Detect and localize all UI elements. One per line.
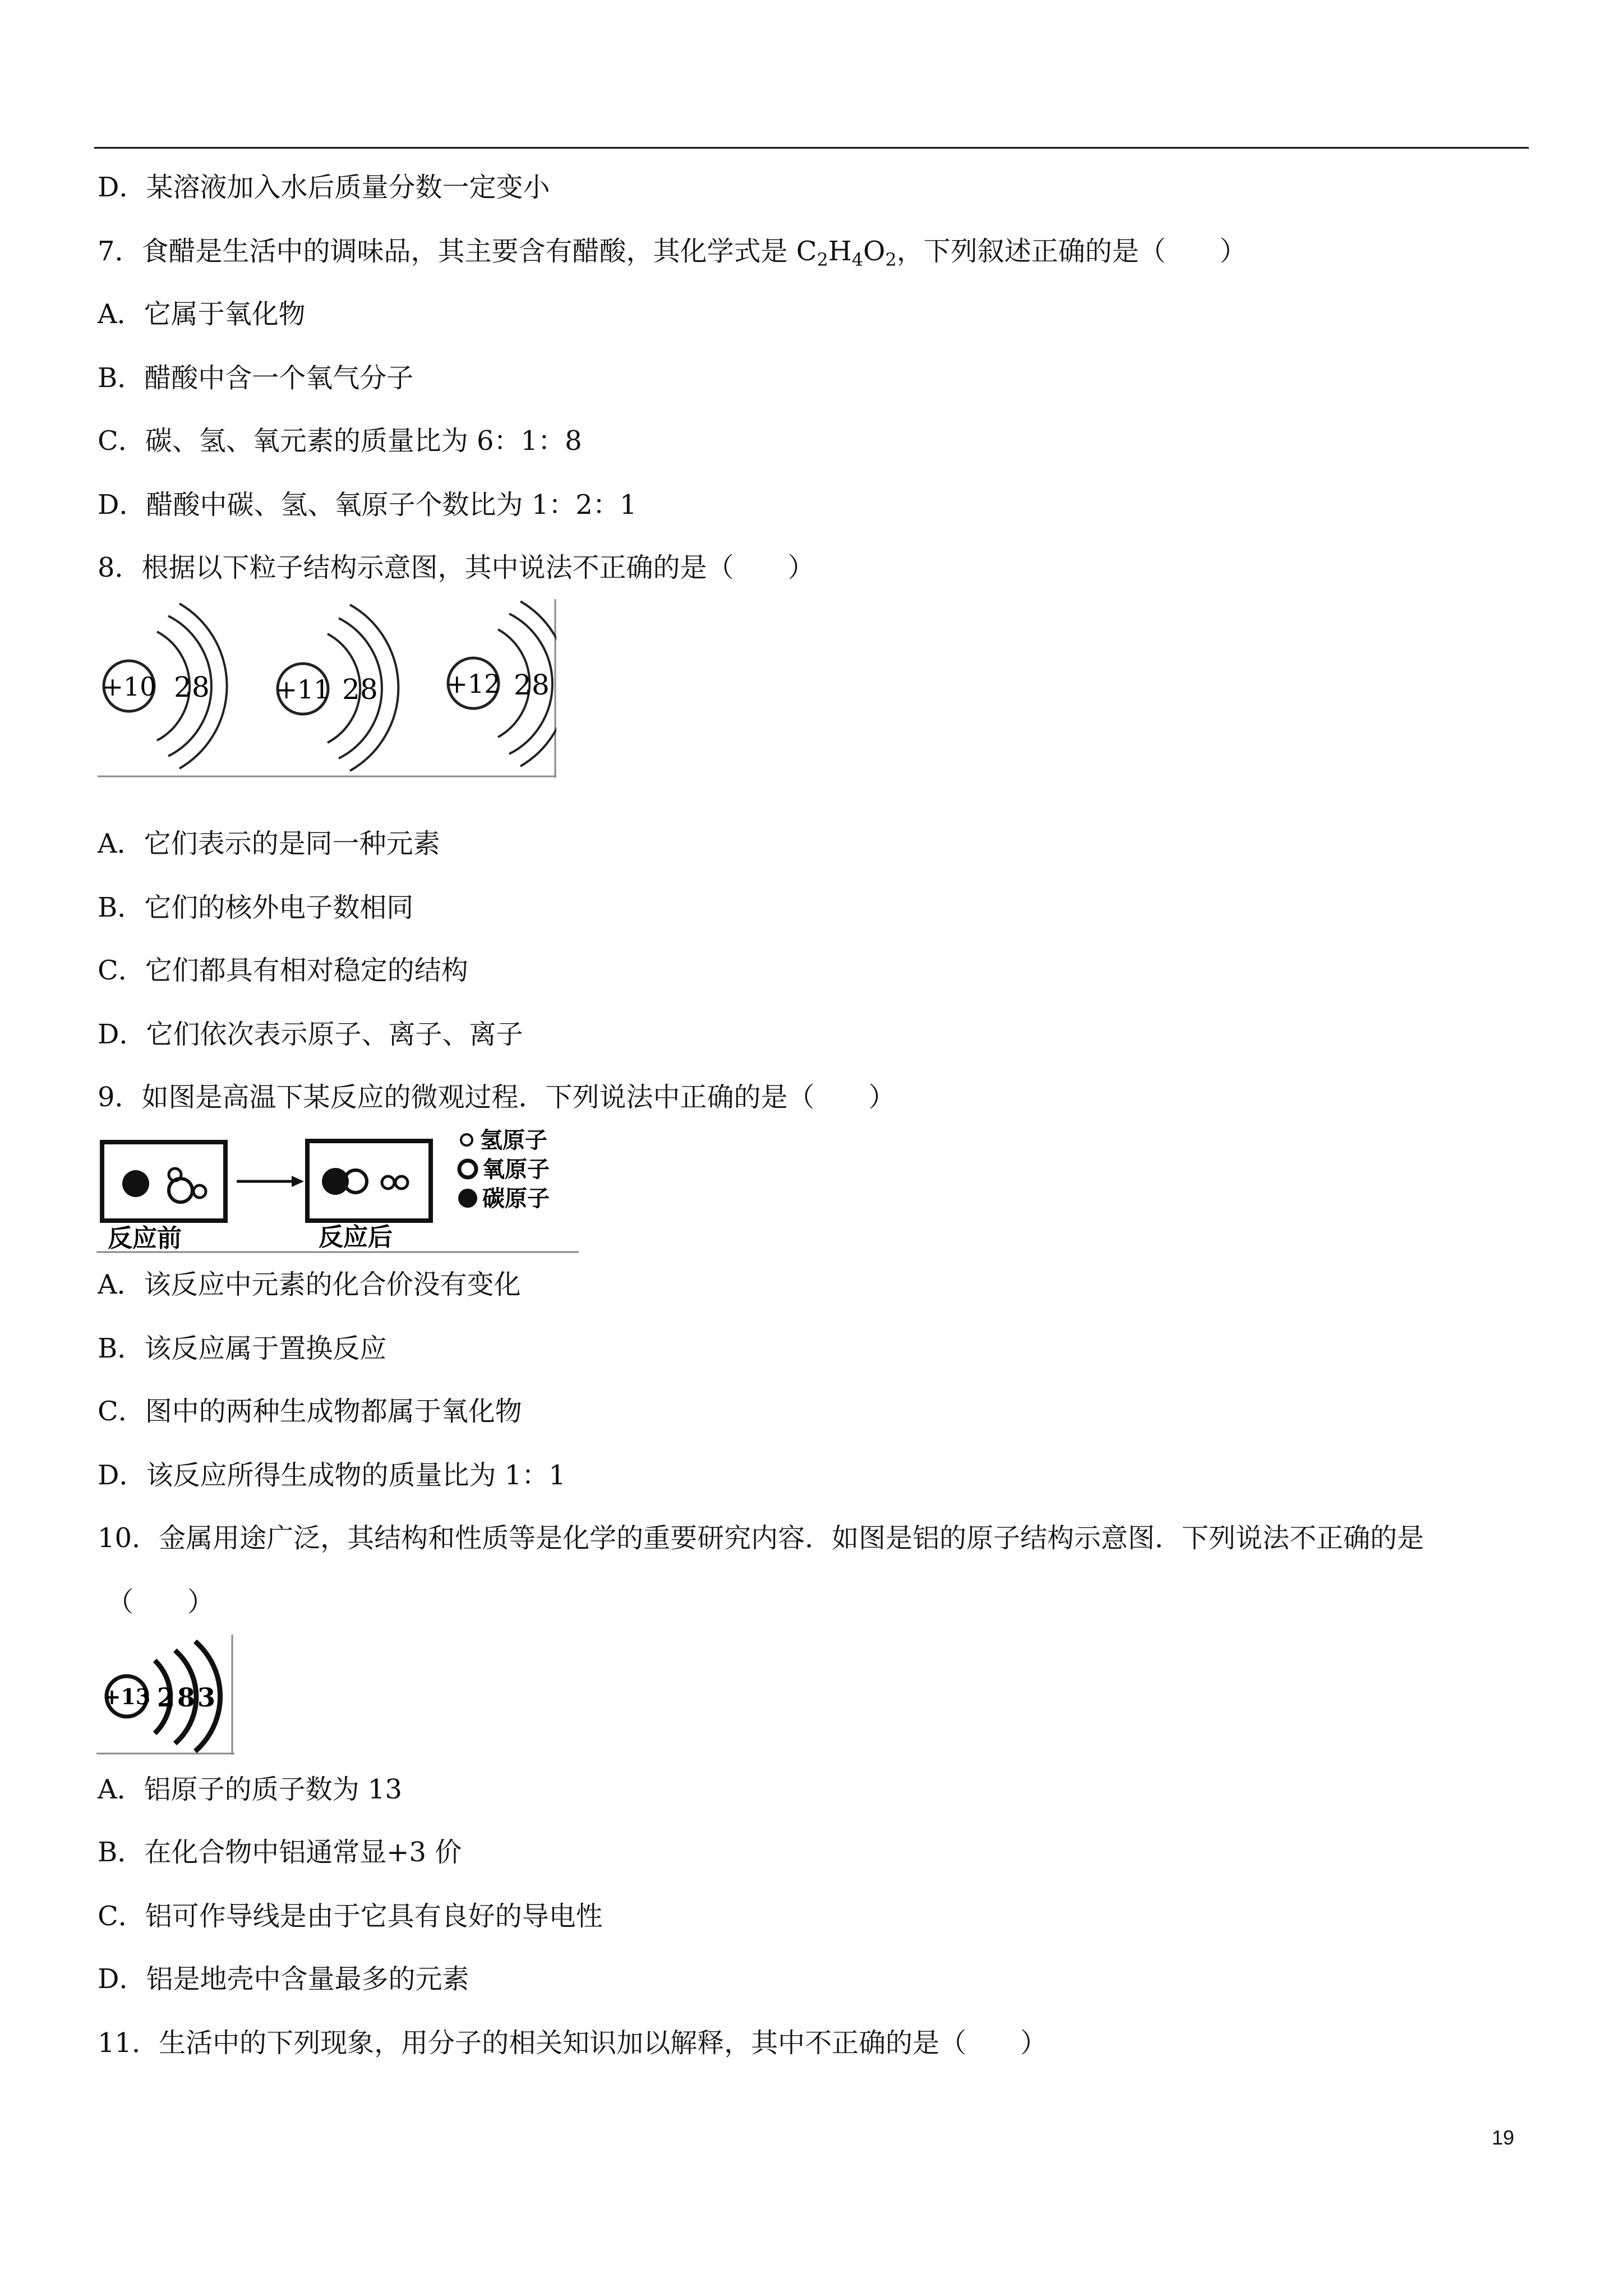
- svg-text:8: 8: [532, 669, 550, 701]
- q6-option-d: D．某溶液加入水后质量分数一定变小: [98, 172, 550, 203]
- q10-answer-paren: （ ）: [107, 1586, 215, 1618]
- q10-nucleus: +13: [103, 1684, 151, 1709]
- svg-text:氢原子: 氢原子: [480, 1128, 547, 1153]
- svg-text:2: 2: [157, 1682, 176, 1713]
- q8-option-b: B．它们的核外电子数相同: [98, 892, 414, 923]
- svg-text:8: 8: [177, 1682, 196, 1713]
- q7-option-a: A．它属于氧化物: [98, 298, 306, 330]
- q10-aluminum-atom-diagram: [96, 1635, 234, 1756]
- page-number: 19: [1492, 2126, 1515, 2149]
- q7-option-b: B．醋酸中含一个氧气分子: [98, 362, 414, 394]
- svg-text:氧原子: 氧原子: [482, 1156, 550, 1182]
- q9-option-a: A．该反应中元素的化合价没有变化: [98, 1269, 521, 1300]
- q8-option-a: A．它们表示的是同一种元素: [98, 828, 440, 859]
- q10-option-a: A．铝原子的质子数为 13: [98, 1774, 403, 1805]
- q9-option-b: B．该反应属于置换反应: [98, 1333, 387, 1364]
- q10-option-c: C．铝可作导线是由于它具有良好的导电性: [98, 1901, 603, 1932]
- svg-text:2: 2: [342, 673, 360, 706]
- after-label: 反应后: [319, 1223, 393, 1251]
- svg-text:8: 8: [192, 671, 210, 703]
- svg-text:+12: +12: [446, 669, 501, 699]
- svg-text:8: 8: [360, 673, 378, 706]
- q8-option-c: C．它们都具有相对稳定的结构: [98, 955, 468, 986]
- svg-text:+11: +11: [275, 674, 330, 705]
- header-rule: [94, 147, 1529, 149]
- legend-carbon-marker: [458, 1189, 477, 1208]
- svg-text:碳原子: 碳原子: [482, 1185, 550, 1212]
- q10-option-b: B．在化合物中铝通常显+3 价: [98, 1837, 462, 1868]
- before-label: 反应前: [108, 1224, 182, 1253]
- q11-stem: 11．生活中的下列现象，用分子的相关知识加以解释，其中不正确的是（ ）: [98, 2027, 1048, 2059]
- svg-text:2: 2: [514, 669, 532, 701]
- q8-particle-diagram: [96, 599, 556, 779]
- q8-option-d: D．它们依次表示原子、离子、离子: [98, 1019, 523, 1050]
- q9-reaction-diagram: [96, 1128, 579, 1254]
- q9-option-c: C．图中的两种生成物都属于氧化物: [98, 1396, 522, 1427]
- q9-stem: 9．如图是高温下某反应的微观过程．下列说法中正确的是（ ）: [98, 1082, 896, 1113]
- svg-text:+10: +10: [102, 671, 156, 702]
- q7-option-c: C．碳、氢、氧元素的质量比为 6：1：8: [98, 425, 582, 457]
- q10-option-d: D．铝是地壳中含量最多的元素: [98, 1963, 469, 1995]
- q10-stem: 10．金属用途广泛，其结构和性质等是化学的重要研究内容．如图是铝的原子结构示意图．下列说法不正确的是: [98, 1522, 1424, 1554]
- q7-stem: 7．食醋是生活中的调味品，其主要含有醋酸，其化学式是 $C_2H_4O_2$，下列叙述正确的是（ ）: [98, 236, 1247, 270]
- q7-option-d: D．醋酸中碳、氢、氧原子个数比为 1：2：1: [98, 489, 637, 521]
- q9-option-d: D．该反应所得生成物的质量比为 1：1: [98, 1460, 566, 1491]
- svg-text:3: 3: [197, 1682, 216, 1713]
- q8-stem: 8．根据以下粒子结构示意图，其中说法不正确的是（ ）: [98, 552, 815, 583]
- svg-text:2: 2: [174, 671, 192, 703]
